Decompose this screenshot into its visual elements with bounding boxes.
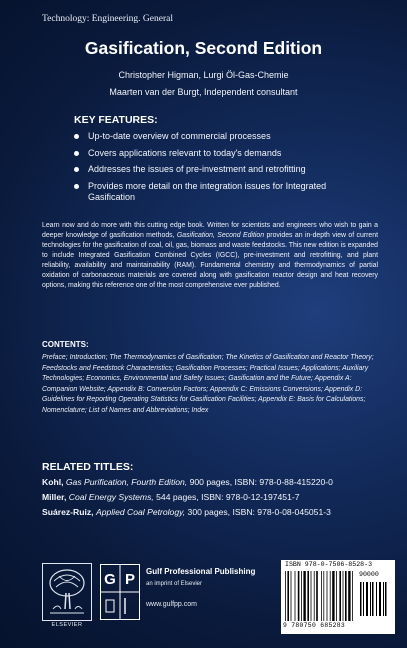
key-features-heading: KEY FEATURES: <box>74 114 158 126</box>
book-title: Gasification, Second Edition <box>84 38 323 58</box>
key-feature-item: Up-to-date overview of commercial processes <box>74 131 374 142</box>
price-code: 90000 <box>359 571 379 578</box>
related-title-item: Miller, Coal Energy Systems, 544 pages, ISBN: 978-0-12-197451-7 <box>42 492 300 502</box>
bullet-icon <box>74 184 79 189</box>
contents-heading: CONTENTS: <box>42 340 89 349</box>
price-barcode-bars <box>359 580 389 620</box>
barcode-digits: 9 780750 685283 <box>283 622 346 629</box>
description-italic-title: Gasification, Second Edition <box>176 232 265 239</box>
contents-text: Preface; Introduction; The Thermodynamics of Gasification; The Kinetics of Gasification and Reactor Theory; Feedstocks and Feedstock Characteristics; Gasification Processes; Practical Issues; Applications; Auxiliary Technologies; Economics, Environmental and Safety Issues; Gasification and the Future; Appendix A: Companion Website; Appendix B: Conversion Factors; Appendix C: Emissions Conversions; Appendix D: Guidelines for Reporting Operating Statistics for Gasification Facilities; Appendix E: Basis for Calculations; Nomenclature; List of Names and Abbreviations; Index <box>42 354 374 414</box>
publisher-imprint: an imprint of Elsevier <box>146 581 203 587</box>
bullet-icon <box>74 151 79 156</box>
elsevier-tree-logo <box>42 563 92 621</box>
category-label: Technology: Engineering. General <box>42 14 173 24</box>
key-feature-item: Addresses the issues of pre-investment and retrofitting <box>74 164 374 175</box>
gp-letter-g: G <box>104 571 116 588</box>
publisher-name: Gulf Professional Publishing <box>146 567 256 576</box>
related-title-item: Kohl, Gas Purification, Fourth Edition, 900 pages, ISBN: 978-0-88-415220-0 <box>42 477 333 487</box>
bullet-icon <box>74 167 79 172</box>
isbn-number: ISBN 978-0-7506-8528-3 <box>285 561 373 568</box>
related-titles-heading: RELATED TITLES: <box>42 461 134 473</box>
bullet-icon <box>74 134 79 139</box>
key-features-list <box>74 131 374 208</box>
key-feature-item: Provides more detail on the integration issues for Integrated Gasification <box>74 181 374 203</box>
description-paragraph: Learn now and do more with this cutting edge book. Written for scientists and engineers who wish to gain a deeper knowledge of gasification methods, Gasification, Second Edition provides an in-depth view of current technologies for the gasification of coal, oil, gas, biomass and waste feedstocks. This new edition is expanded to include Integrated Gasification Combined Cycles (IGCC), pre-investment and retrofitting, and plant reliability, availability and maintainability (RAM). Fundamental chemistry and thermodynamics of partial oxidation of carbonaceous materials are covered along with gasification reactor design and heat recovery options, making this reference one of the most comprehensive ever published. <box>42 222 378 289</box>
gp-letter-p: P <box>124 571 136 588</box>
related-title-item: Suárez-Ruiz, Applied Coal Petrology, 300 pages, ISBN: 978-0-08-045051-3 <box>42 507 331 517</box>
publisher-url: www.gulfpp.com <box>146 601 197 608</box>
elsevier-label: ELSEVIER <box>51 622 83 628</box>
key-feature-item: Covers applications relevant to today's demands <box>74 148 374 159</box>
isbn-barcode <box>281 560 395 634</box>
author-line-1: Christopher Higman, Lurgi Öl-Gas-Chemie <box>118 70 289 80</box>
author-line-2: Maarten van der Burgt, Independent consultant <box>109 87 298 97</box>
gp-publisher-logo <box>100 564 140 620</box>
barcode-bars <box>284 570 356 622</box>
